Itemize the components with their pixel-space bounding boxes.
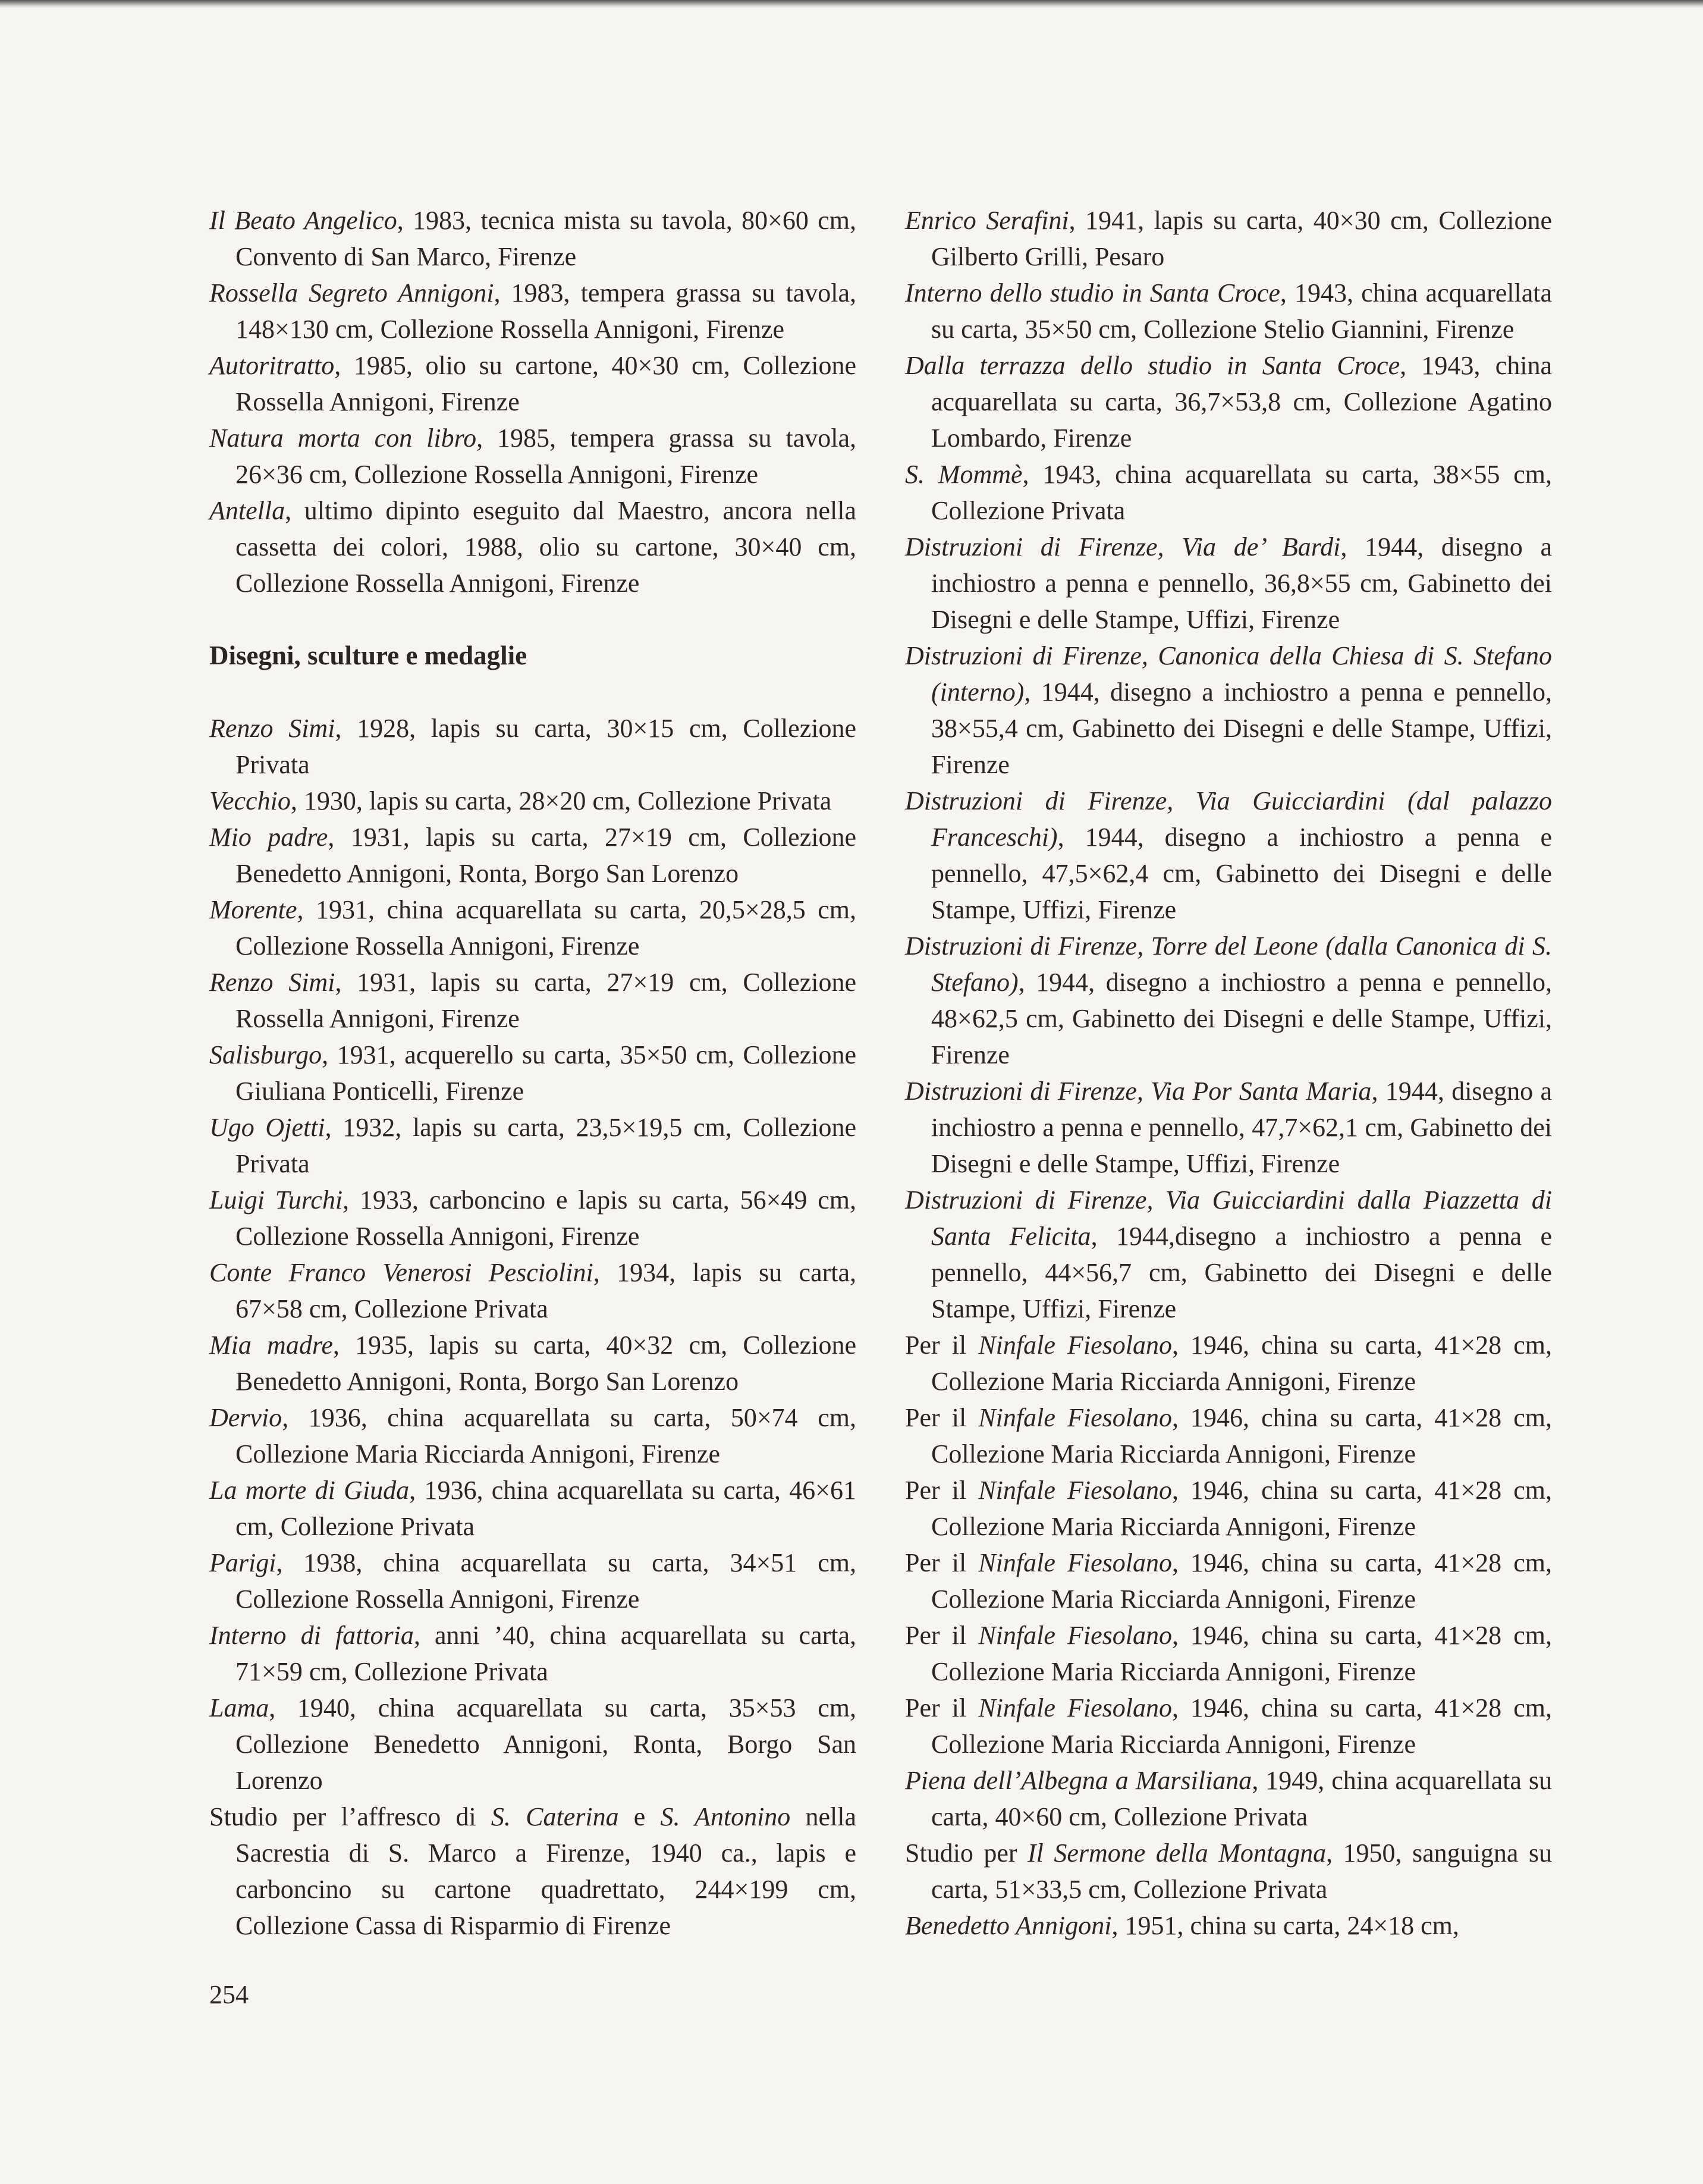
catalog-entry: Salisburgo, 1931, acquerello su carta, 35×50 cm, Collezione Giuliana Ponticelli, Firenze bbox=[209, 1040, 856, 1106]
catalog-entry: Distruzioni di Firenze, Via de’ Bardi, 1944, disegno a inchiostro a penna e pennello, 36,8×55 cm, Gabinetto dei Disegni e delle Stampe, Uffizi, Firenze bbox=[905, 532, 1552, 634]
catalog-entry: Natura morta con libro, 1985, tempera grassa su tavola, 26×36 cm, Collezione Rossella Annigoni, Firenze bbox=[209, 423, 856, 489]
catalog-entry: Dalla terrazza dello studio in Santa Croce, 1943, china acquarellata su carta, 36,7×53,8 cm, Collezione Agatino Lombardo, Firenze bbox=[905, 351, 1552, 453]
catalog-entry: Distruzioni di Firenze, Via Guicciardini (dal palazzo Franceschi), 1944, disegno a inchiostro a penna e pennello, 47,5×62,4 cm, Gabinetto dei Disegni e delle Stampe, Uffizi, Firenze bbox=[905, 786, 1552, 924]
catalog-entry: Per il Ninfale Fiesolano, 1946, china su carta, 41×28 cm, Collezione Maria Ricciarda Annigoni, Firenze bbox=[905, 1476, 1552, 1541]
catalog-entry: Lama, 1940, china acquarellata su carta, 35×53 cm, Collezione Benedetto Annigoni, Ronta, Borgo San Lorenzo bbox=[209, 1693, 856, 1795]
paintings-list bbox=[209, 202, 856, 601]
catalog-entry: Studio per Il Sermone della Montagna, 1950, sanguigna su carta, 51×33,5 cm, Collezione Privata bbox=[905, 1838, 1552, 1904]
catalog-entry: Per il Ninfale Fiesolano, 1946, china su carta, 41×28 cm, Collezione Maria Ricciarda Annigoni, Firenze bbox=[905, 1331, 1552, 1396]
catalog-entry: Interno di fattoria, anni ’40, china acquarellata su carta, 71×59 cm, Collezione Privata bbox=[209, 1621, 856, 1686]
right-column bbox=[905, 202, 1552, 1944]
catalog-entry: Benedetto Annigoni, 1951, china su carta, 24×18 cm, bbox=[905, 1911, 1459, 1940]
catalog-entry: Enrico Serafini, 1941, lapis su carta, 40×30 cm, Collezione Gilberto Grilli, Pesaro bbox=[905, 206, 1552, 271]
catalog-entry: Dervio, 1936, china acquarellata su carta, 50×74 cm, Collezione Maria Ricciarda Annigoni, Firenze bbox=[209, 1403, 856, 1468]
catalog-entry: Distruzioni di Firenze, Torre del Leone (dalla Canonica di S. Stefano), 1944, disegno a inchiostro a penna e pennello, 48×62,5 cm, Gabinetto dei Disegni e delle Stampe, Uffizi, Firenze bbox=[905, 931, 1552, 1069]
left-column bbox=[209, 202, 856, 1944]
page-number: 254 bbox=[209, 1980, 249, 2009]
catalog-entry: Distruzioni di Firenze, Canonica della Chiesa di S. Stefano (interno), 1944, disegno a inchiostro a penna e pennello, 38×55,4 cm, Gabinetto dei Disegni e delle Stampe, Uffizi, Firenze bbox=[905, 641, 1552, 779]
catalog-entry: Parigi, 1938, china acquarellata su carta, 34×51 cm, Collezione Rossella Annigoni, Firenze bbox=[209, 1548, 856, 1614]
catalog-entry: Morente, 1931, china acquarellata su carta, 20,5×28,5 cm, Collezione Rossella Annigoni, Firenze bbox=[209, 895, 856, 961]
catalog-entry: Luigi Turchi, 1933, carboncino e lapis su carta, 56×49 cm, Collezione Rossella Annigoni, Firenze bbox=[209, 1185, 856, 1251]
catalog-entry: Autoritratto, 1985, olio su cartone, 40×30 cm, Collezione Rossella Annigoni, Firenze bbox=[209, 351, 856, 416]
catalog-entry: Per il Ninfale Fiesolano, 1946, china su carta, 41×28 cm, Collezione Maria Ricciarda Annigoni, Firenze bbox=[905, 1621, 1552, 1686]
catalog-entry: Antella, ultimo dipinto eseguito dal Maestro, ancora nella cassetta dei colori, 1988, olio su cartone, 30×40 cm, Collezione Rossella Annigoni, Firenze bbox=[209, 496, 856, 598]
catalog-entry: Il Beato Angelico, 1983, tecnica mista su tavola, 80×60 cm, Convento di San Marco, Firenze bbox=[209, 206, 857, 271]
catalog-entry: Mio padre, 1931, lapis su carta, 27×19 cm, Collezione Benedetto Annigoni, Ronta, Borgo San Lorenzo bbox=[209, 823, 856, 888]
catalog-entry: Studio per l’affresco di S. Caterina e S. Antonino nella Sacrestia di S. Marco a Firenze, 1940 ca., lapis e carboncino su cartone quadrettato, 244×199 cm, Collezione Cassa di Risparmio di Firenze bbox=[209, 1802, 857, 1940]
catalog-entry: Renzo Simi, 1928, lapis su carta, 30×15 cm, Collezione Privata bbox=[209, 714, 856, 779]
catalog-entry: Conte Franco Venerosi Pesciolini, 1934, lapis su carta, 67×58 cm, Collezione Privata bbox=[209, 1258, 856, 1323]
drawings-list bbox=[209, 710, 856, 1944]
catalog-entry: Ugo Ojetti, 1932, lapis su carta, 23,5×19,5 cm, Collezione Privata bbox=[209, 1113, 856, 1178]
catalog-entry: Rossella Segreto Annigoni, 1983, tempera grassa su tavola, 148×130 cm, Collezione Rossella Annigoni, Firenze bbox=[209, 278, 857, 344]
catalog-entry: S. Mommè, 1943, china acquarellata su carta, 38×55 cm, Collezione Privata bbox=[905, 460, 1552, 525]
catalog-entry: Mia madre, 1935, lapis su carta, 40×32 cm, Collezione Benedetto Annigoni, Ronta, Borgo San Lorenzo bbox=[209, 1331, 856, 1396]
catalog-entry: Per il Ninfale Fiesolano, 1946, china su carta, 41×28 cm, Collezione Maria Ricciarda Annigoni, Firenze bbox=[905, 1403, 1552, 1468]
catalog-entry: Piena dell’Albegna a Marsiliana, 1949, china acquarellata su carta, 40×60 cm, Collezione Privata bbox=[905, 1766, 1552, 1831]
catalog-entry: Distruzioni di Firenze, Via Por Santa Maria, 1944, disegno a inchiostro a penna e pennello, 47,7×62,1 cm, Gabinetto dei Disegni e delle Stampe, Uffizi, Firenze bbox=[905, 1077, 1553, 1178]
catalog-entry: Renzo Simi, 1931, lapis su carta, 27×19 cm, Collezione Rossella Annigoni, Firenze bbox=[209, 968, 856, 1033]
catalog-entry: Vecchio, 1930, lapis su carta, 28×20 cm, Collezione Privata bbox=[209, 786, 832, 815]
scan-top-edge bbox=[0, 0, 1703, 8]
section-heading: Disegni, sculture e medaglie bbox=[209, 641, 527, 670]
catalog-entry: Per il Ninfale Fiesolano, 1946, china su carta, 41×28 cm, Collezione Maria Ricciarda Annigoni, Firenze bbox=[905, 1548, 1552, 1614]
catalog-entry: Per il Ninfale Fiesolano, 1946, china su carta, 41×28 cm, Collezione Maria Ricciarda Annigoni, Firenze bbox=[905, 1693, 1552, 1759]
catalog-entry: La morte di Giuda, 1936, china acquarellata su carta, 46×61 cm, Collezione Privata bbox=[209, 1476, 856, 1541]
catalog-entry: Distruzioni di Firenze, Via Guicciardini dalla Piazzetta di Santa Felicita, 1944,disegno a inchiostro a penna e pennello, 44×56,7 cm, Gabinetto dei Disegni e delle Stampe, Uffizi, Firenze bbox=[905, 1185, 1552, 1323]
catalog-entry: Interno dello studio in Santa Croce, 1943, china acquarellata su carta, 35×50 cm, Collezione Stelio Giannini, Firenze bbox=[905, 278, 1552, 344]
